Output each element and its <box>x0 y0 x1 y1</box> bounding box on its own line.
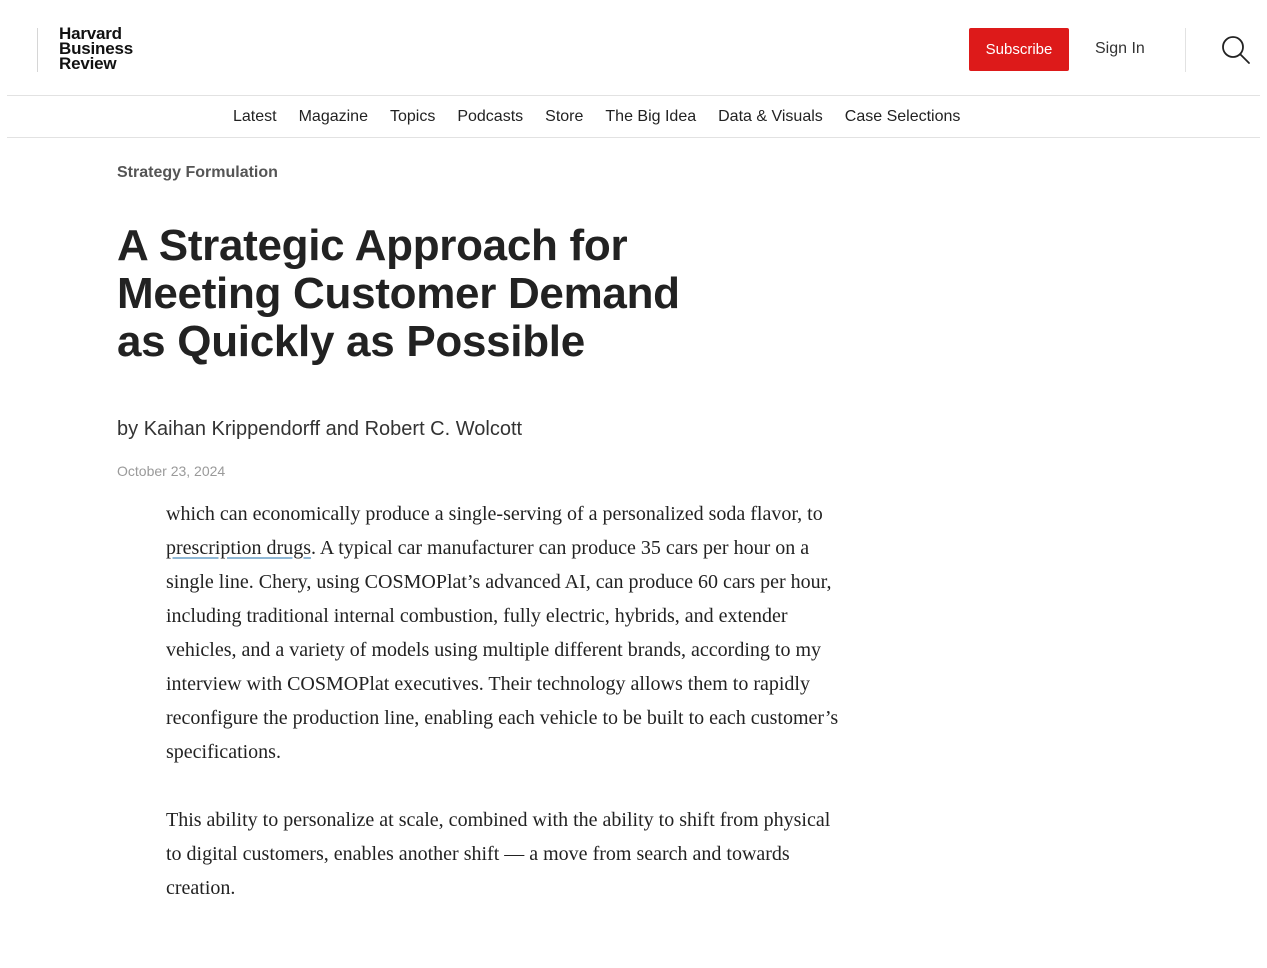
article-title: A Strategic Approach for Meeting Customer Demand as Quickly as Possible <box>117 221 680 366</box>
prescription-drugs-link[interactable]: prescription drugs <box>166 537 311 559</box>
nav-item-topics[interactable]: Topics <box>389 108 436 125</box>
search-button[interactable] <box>1220 34 1252 66</box>
nav-item-store[interactable]: Store <box>545 108 584 125</box>
publish-date: October 23, 2024 <box>117 463 226 479</box>
hbr-logo[interactable] <box>59 26 133 71</box>
sign-in-link[interactable]: Sign In <box>1095 40 1145 57</box>
subscribe-button[interactable]: Subscribe <box>969 28 1069 71</box>
paragraph-1 <box>166 497 846 769</box>
logo-line-2: Business <box>59 39 133 58</box>
nav-item-latest[interactable]: Latest <box>233 108 277 125</box>
logo-divider <box>37 28 38 72</box>
byline <box>117 418 522 441</box>
logo-line-1: Harvard <box>59 24 122 43</box>
paragraph-1-text-a: which can economically produce a single-serving of a personalized soda flavor, to <box>166 503 823 525</box>
paragraph-1-text-b: . A typical car manufacturer can produce 35 cars per hour on a single line. Chery, using COSMOPlat’s advanced AI, can produce 60 cars per hour, including traditional internal combustion, fully electric, hybrids, and extender vehicles, and a variety of models using multiple different brands, according to my interview with COSMOPlat executives. Their technology allows them to rapidly reconfigure the production line, enabling each vehicle to be built to each customer’s specifications. <box>166 537 839 763</box>
nav-item-case-selections[interactable]: Case Selections <box>844 108 961 125</box>
nav-item-magazine[interactable]: Magazine <box>298 108 368 125</box>
header-divider <box>1185 28 1186 72</box>
search-icon <box>1220 34 1252 66</box>
site-header <box>7 0 1260 96</box>
byline-authors[interactable]: Kaihan Krippendorff and Robert C. Wolcott <box>143 418 523 440</box>
byline-prefix: by <box>117 418 144 440</box>
logo-line-3: Review <box>59 54 117 73</box>
nav-item-data-visuals[interactable]: Data & Visuals <box>718 108 823 125</box>
main-nav <box>7 96 1260 138</box>
nav-item-podcasts[interactable]: Podcasts <box>457 108 524 125</box>
article-body <box>166 497 846 939</box>
topic-link[interactable]: Strategy Formulation <box>117 164 278 181</box>
nav-item-big-idea[interactable]: The Big Idea <box>605 108 697 125</box>
paragraph-2: This ability to personalize at scale, combined with the ability to shift from physical to digital customers, enables another shift — a move from search and towards creation. <box>166 809 831 899</box>
